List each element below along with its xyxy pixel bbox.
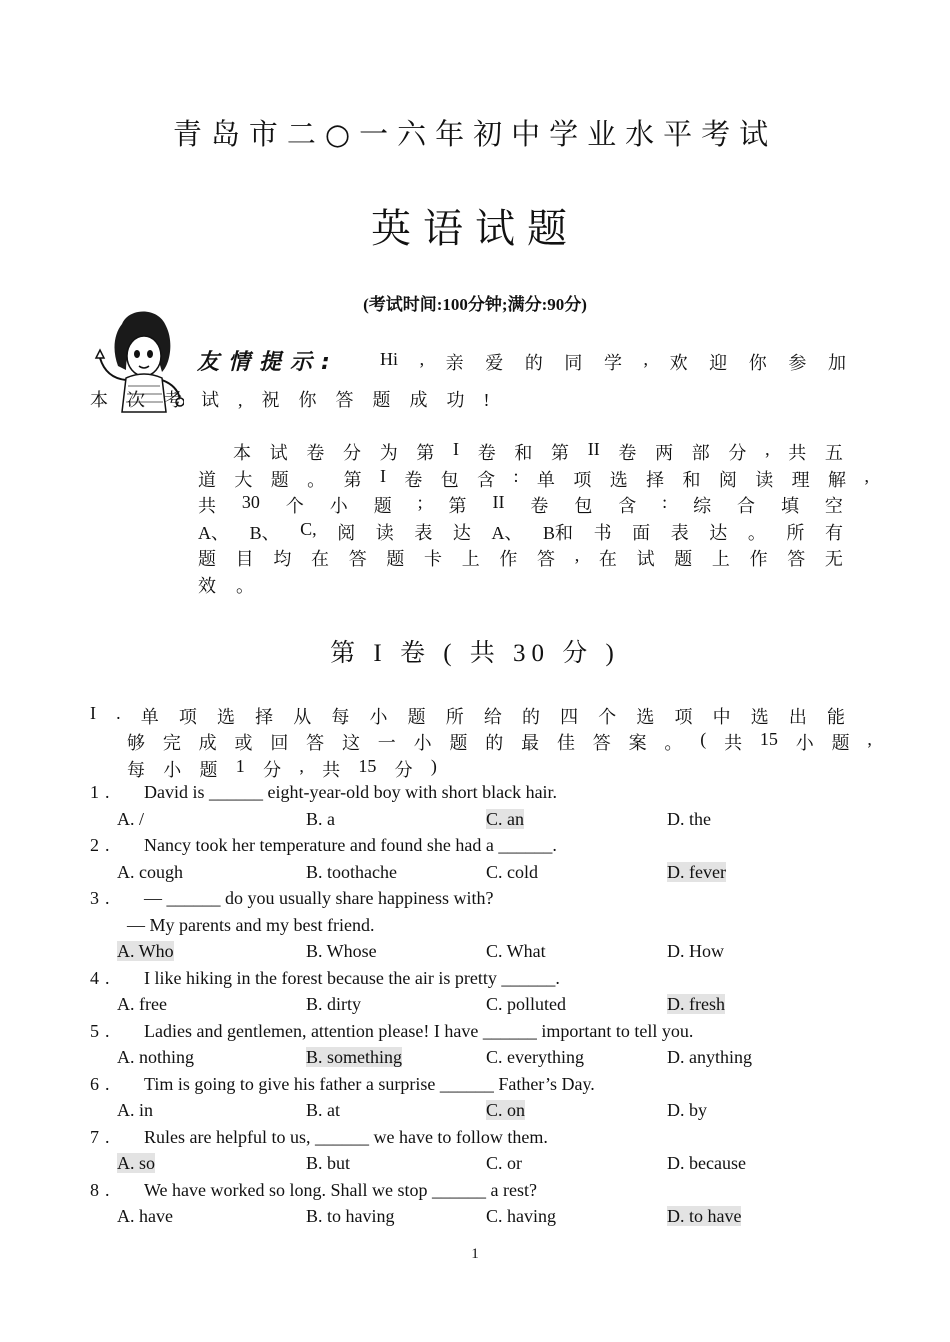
instruction-char: 题 — [373, 496, 392, 516]
instruction-char: 达 — [709, 522, 728, 543]
instruction-char: 和 — [514, 443, 533, 463]
tip-char: 学 — [603, 353, 622, 373]
instruction-char: 卷 — [404, 469, 423, 490]
instruction-char: 道 — [198, 469, 216, 490]
option: C. everything — [486, 1047, 584, 1067]
instruction-line — [198, 492, 843, 519]
answer-option — [306, 1100, 340, 1121]
section-char: 能 — [827, 707, 845, 727]
question-stem — [90, 888, 493, 909]
section-char: 小 — [413, 733, 432, 753]
section-char: 答 — [306, 733, 325, 753]
option: D. How — [667, 941, 724, 961]
section-char: 单 — [140, 707, 159, 727]
answer-option — [306, 941, 377, 962]
instruction-char: A、 — [198, 522, 229, 543]
instruction-char: 项 — [573, 469, 592, 490]
option: A. nothing — [117, 1047, 195, 1067]
instruction-char: 选 — [609, 469, 628, 490]
instruction-char: 部 — [691, 443, 710, 463]
tip-char: 迎 — [709, 353, 728, 373]
question-answer-line: — My parents and my best friend. — [127, 914, 375, 935]
instruction-char: 包 — [574, 496, 593, 516]
instruction-char: 本 — [233, 443, 251, 463]
option: C. polluted — [486, 994, 566, 1014]
answer-option — [486, 1047, 584, 1068]
instruction-line — [198, 519, 843, 546]
instruction-char: 在 — [598, 549, 617, 569]
tip-char: Hi — [380, 349, 398, 369]
instruction-char: 填 — [780, 496, 799, 516]
instruction-char: 表 — [414, 522, 433, 543]
option: D. the — [667, 808, 711, 829]
answer-option — [117, 941, 174, 962]
answer-option — [667, 862, 726, 883]
instruction-char: 卷 — [306, 443, 325, 463]
instruction-char: 共 — [198, 496, 216, 516]
section-char: , — [867, 729, 872, 749]
instruction-char: ; — [417, 492, 423, 512]
option: A. / — [117, 808, 144, 829]
page-number: 1 — [471, 1246, 479, 1262]
exam-info: (考试时间:100分钟;满分:90分) — [363, 295, 587, 314]
instruction-char: 作 — [499, 549, 518, 569]
instruction-char: 题 — [674, 549, 693, 569]
answer-option — [667, 1100, 707, 1121]
instruction-char: 第 — [343, 469, 362, 490]
section-char: 的 — [522, 707, 540, 727]
section-char: 四 — [560, 707, 579, 727]
option: B. but — [306, 1153, 351, 1173]
instruction-char: 试 — [636, 549, 655, 569]
instruction-char: 书 — [593, 522, 612, 543]
option-highlighted: A. so — [117, 1153, 156, 1173]
instruction-char: 答 — [537, 549, 556, 569]
instruction-char: 第 — [448, 496, 467, 516]
answer-option — [667, 941, 724, 962]
tip-char: , — [419, 349, 425, 369]
section-char: 个 — [598, 707, 617, 727]
instruction-char: 读 — [755, 469, 774, 490]
instruction-char: 读 — [375, 522, 394, 543]
question-stem — [90, 968, 560, 989]
answer-option — [117, 1047, 194, 1068]
tip-char: 欢 — [669, 353, 688, 373]
section-char: 选 — [636, 707, 655, 727]
instruction-char: 表 — [670, 522, 689, 543]
instruction-char: 目 — [235, 549, 254, 569]
option-highlighted: C. an — [486, 808, 524, 829]
instruction-line — [198, 572, 843, 599]
section-char: 项 — [178, 707, 197, 727]
instruction-char: 第 — [416, 443, 435, 463]
answer-option — [486, 994, 566, 1015]
answer-option — [486, 1100, 525, 1121]
section-heading-line2 — [127, 729, 872, 755]
option: B. dirty — [306, 994, 362, 1014]
answer-option — [486, 1206, 556, 1227]
section-char: 15 — [759, 729, 778, 749]
section-char: 共 — [724, 733, 743, 753]
answer-option — [306, 809, 335, 830]
instruction-char: 小 — [329, 496, 348, 516]
tip-label: 友情提示: — [197, 350, 339, 375]
question-text: Ladies and gentlemen, attention please! I have ______ important to tell you. — [144, 1020, 694, 1041]
answer-option — [667, 1047, 752, 1068]
section-char: 15 — [358, 756, 377, 776]
question-number: 8. — [90, 1179, 116, 1200]
instruction-char: I — [379, 465, 386, 486]
instruction-char: 五 — [824, 443, 843, 463]
section-char: 给 — [483, 707, 502, 727]
option: A. in — [117, 1100, 153, 1120]
section-char: 分 — [394, 760, 413, 780]
instruction-char: 题 — [270, 469, 289, 490]
section-char: 最 — [521, 733, 540, 753]
tip-char: 亲 — [445, 353, 464, 373]
section-char: 中 — [712, 707, 731, 727]
option: A. have — [117, 1206, 173, 1226]
instruction-char: 阅 — [337, 522, 356, 543]
section-char: 一 — [377, 733, 396, 753]
question-number: 2. — [90, 835, 116, 855]
section-char: 。 — [664, 733, 683, 753]
option-highlighted: D. fever — [667, 861, 726, 882]
instruction-char: 无 — [824, 549, 843, 569]
option: D. by — [667, 1100, 707, 1120]
instruction-char: 卷 — [618, 443, 637, 463]
section-char: 完 — [162, 733, 181, 753]
instruction-char: 上 — [711, 549, 730, 569]
section-char: 共 — [322, 760, 341, 780]
option-highlighted: C. on — [486, 1100, 526, 1120]
section-char: 的 — [485, 733, 504, 753]
question-number: 6. — [90, 1073, 116, 1094]
answer-option — [486, 941, 546, 962]
section-char: 成 — [198, 733, 217, 753]
section-char: ) — [430, 756, 437, 776]
instruction-char: 择 — [646, 469, 665, 490]
instruction-char: 在 — [311, 549, 330, 569]
instruction-char: 有 — [824, 522, 843, 543]
section-char: , — [299, 756, 304, 776]
instruction-char: 题 — [198, 549, 216, 569]
instruction-char: 分 — [343, 443, 362, 463]
instruction-char: 。 — [236, 575, 254, 596]
section-char: 项 — [674, 707, 693, 727]
instruction-char: A、 — [491, 522, 523, 543]
section-char: 这 — [341, 733, 360, 753]
instruction-char: 达 — [452, 522, 471, 543]
instruction-char: 合 — [737, 496, 756, 516]
answer-option — [117, 1100, 153, 1121]
instruction-char: 效 — [198, 575, 216, 596]
instruction-char: 和 — [682, 469, 701, 490]
section-char: . — [116, 703, 121, 723]
section-char: 从 — [293, 707, 312, 727]
question-number: 3. — [90, 888, 116, 908]
option: A. free — [117, 994, 167, 1014]
instruction-char: 理 — [791, 469, 810, 490]
answer-option — [306, 994, 361, 1015]
question-text: Nancy took her temperature and found she had a ______. — [144, 835, 557, 855]
instruction-char: 均 — [273, 549, 292, 569]
tip-char: 爱 — [485, 353, 504, 373]
instruction-char: , — [765, 439, 770, 459]
instruction-char: 共 — [788, 443, 807, 463]
instruction-char: I — [453, 439, 460, 459]
section-heading-line1 — [90, 703, 845, 729]
instruction-line — [233, 439, 843, 466]
instruction-char: 答 — [787, 549, 806, 569]
question-text: Tim is going to give his father a surprise ______ Father’s Day. — [144, 1073, 595, 1094]
instruction-char: 为 — [379, 443, 398, 463]
section-char: 答 — [592, 733, 611, 753]
section-char: 或 — [234, 733, 253, 753]
instruction-char: 作 — [749, 549, 768, 569]
instruction-line — [198, 466, 869, 493]
option: A. cough — [117, 861, 183, 882]
instruction-char: 个 — [285, 496, 304, 516]
instruction-char: 30 — [241, 492, 260, 512]
option: D. because — [667, 1153, 746, 1173]
answer-option — [486, 809, 524, 830]
section-char: ( — [700, 729, 707, 749]
instruction-char: 包 — [440, 469, 459, 490]
option-highlighted: D. fresh — [667, 994, 725, 1014]
question-stem — [90, 782, 557, 803]
instruction-char: 解 — [828, 469, 847, 490]
section-char: 每 — [331, 707, 350, 727]
instruction-char: 第 — [551, 443, 570, 463]
answer-option — [667, 994, 725, 1015]
question-text: We have worked so long. Shall we stop ______ a rest? — [144, 1179, 537, 1200]
instruction-char: 空 — [824, 496, 843, 516]
option: B. a — [306, 808, 335, 829]
answer-option — [117, 1206, 173, 1227]
question-text: David is ______ eight-year-old boy with short black hair. — [144, 782, 558, 802]
instruction-char: II — [492, 492, 505, 512]
instruction-char: 两 — [655, 443, 674, 463]
answer-option — [667, 809, 711, 830]
section-char: 佳 — [556, 733, 575, 753]
section-char: 回 — [270, 733, 289, 753]
section-char: 出 — [788, 707, 807, 727]
question-stem — [90, 1021, 693, 1042]
option: C. having — [486, 1206, 556, 1226]
instruction-char: 上 — [461, 549, 480, 569]
tip-greeting — [380, 349, 846, 375]
question-text: I like hiking in the forest because the air is pretty ______. — [144, 967, 560, 988]
instruction-char: II — [587, 439, 600, 459]
section-char: 小 — [795, 733, 814, 753]
instruction-char: : — [662, 492, 668, 512]
instruction-char: , — [574, 545, 580, 565]
tip-char: , — [643, 349, 649, 369]
answer-option — [306, 1206, 395, 1227]
instruction-char: 含 — [477, 469, 496, 490]
option: C. What — [486, 941, 546, 961]
section-char: 题 — [199, 760, 218, 780]
instruction-char: 题 — [386, 549, 405, 569]
instruction-char: 含 — [618, 496, 637, 516]
instruction-char: 阅 — [718, 469, 737, 490]
instruction-char: 面 — [632, 522, 651, 543]
question-stem — [90, 1074, 595, 1095]
option: B. Whose — [306, 941, 377, 961]
question-text: — ______ do you usually share happiness with? — [144, 888, 494, 908]
option: B. to having — [306, 1206, 395, 1226]
tip-char: 的 — [524, 353, 543, 373]
answer-option — [117, 862, 183, 883]
section-char: 1 — [235, 756, 245, 776]
section-char: 选 — [750, 707, 769, 727]
answer-option — [306, 862, 397, 883]
instruction-char: 卡 — [424, 549, 443, 569]
option: B. toothache — [306, 861, 397, 882]
answer-option — [117, 994, 167, 1015]
question-number: 1. — [90, 782, 116, 802]
section-char: 择 — [255, 707, 274, 727]
instruction-char: 。 — [307, 469, 326, 490]
instruction-char: 卷 — [530, 496, 549, 516]
section-char: 案 — [628, 733, 647, 753]
exam-title: 青岛市二○一六年初中学业水平考试 — [172, 117, 778, 151]
answer-option — [486, 862, 538, 883]
instruction-char: 答 — [348, 549, 367, 569]
answer-option — [306, 1153, 350, 1174]
question-stem — [90, 835, 557, 856]
instruction-char: B、 — [249, 522, 280, 543]
answer-option — [667, 1206, 741, 1227]
section-char: 所 — [445, 707, 464, 727]
question-number: 4. — [90, 967, 116, 988]
question-text: Rules are helpful to us, ______ we have to follow them. — [144, 1126, 548, 1147]
section-char: 选 — [217, 707, 235, 727]
instruction-char: 单 — [536, 469, 555, 490]
question-number: 7. — [90, 1126, 116, 1147]
option: D. anything — [667, 1047, 752, 1067]
instruction-char: , — [864, 465, 869, 486]
instruction-char: 试 — [269, 443, 288, 463]
answer-option — [117, 1153, 155, 1174]
answer-option — [667, 1153, 746, 1174]
instruction-char: C, — [300, 518, 317, 539]
instruction-char: 卷 — [477, 443, 496, 463]
answer-option — [486, 1153, 522, 1174]
instruction-char: 所 — [786, 522, 805, 543]
section-char: 每 — [127, 760, 145, 780]
answer-option — [306, 1047, 402, 1068]
option-highlighted: D. to have — [667, 1206, 742, 1226]
section-char: 小 — [163, 760, 182, 780]
subject-title: 英语试题 — [371, 206, 579, 252]
answer-option — [117, 809, 144, 830]
instructions — [198, 439, 869, 598]
tip-wish: 本次考试,祝你答题成功! — [90, 390, 509, 410]
option-highlighted: B. something — [306, 1047, 403, 1067]
section-heading-line3 — [127, 756, 437, 782]
instruction-char: : — [513, 465, 519, 486]
option: B. at — [306, 1100, 340, 1120]
tip-char: 加 — [827, 353, 846, 373]
option: C. cold — [486, 861, 538, 882]
tip-char: 同 — [564, 353, 583, 373]
question-stem — [90, 1180, 537, 1201]
section-char: 够 — [127, 733, 145, 753]
section-char: I — [90, 703, 96, 723]
tip-char: 参 — [788, 353, 807, 373]
instruction-char: B和 — [543, 522, 574, 543]
option: C. or — [486, 1153, 522, 1173]
section-char: 小 — [369, 707, 388, 727]
section-char: 题 — [449, 733, 468, 753]
section-char: 分 — [263, 760, 282, 780]
section-char: 题 — [407, 707, 426, 727]
instruction-line — [198, 545, 843, 572]
option-highlighted: A. Who — [117, 941, 174, 961]
instruction-char: 大 — [234, 469, 253, 490]
question-number: 5. — [90, 1020, 116, 1041]
section-char: 题 — [831, 733, 850, 753]
instruction-char: 分 — [728, 443, 747, 463]
question-stem — [90, 1127, 548, 1148]
tip-char: 你 — [748, 353, 767, 373]
instruction-char: 。 — [747, 522, 766, 543]
instruction-char: 综 — [693, 496, 712, 516]
part-title: 第 I 卷 ( 共 30 分 ) — [330, 640, 620, 667]
